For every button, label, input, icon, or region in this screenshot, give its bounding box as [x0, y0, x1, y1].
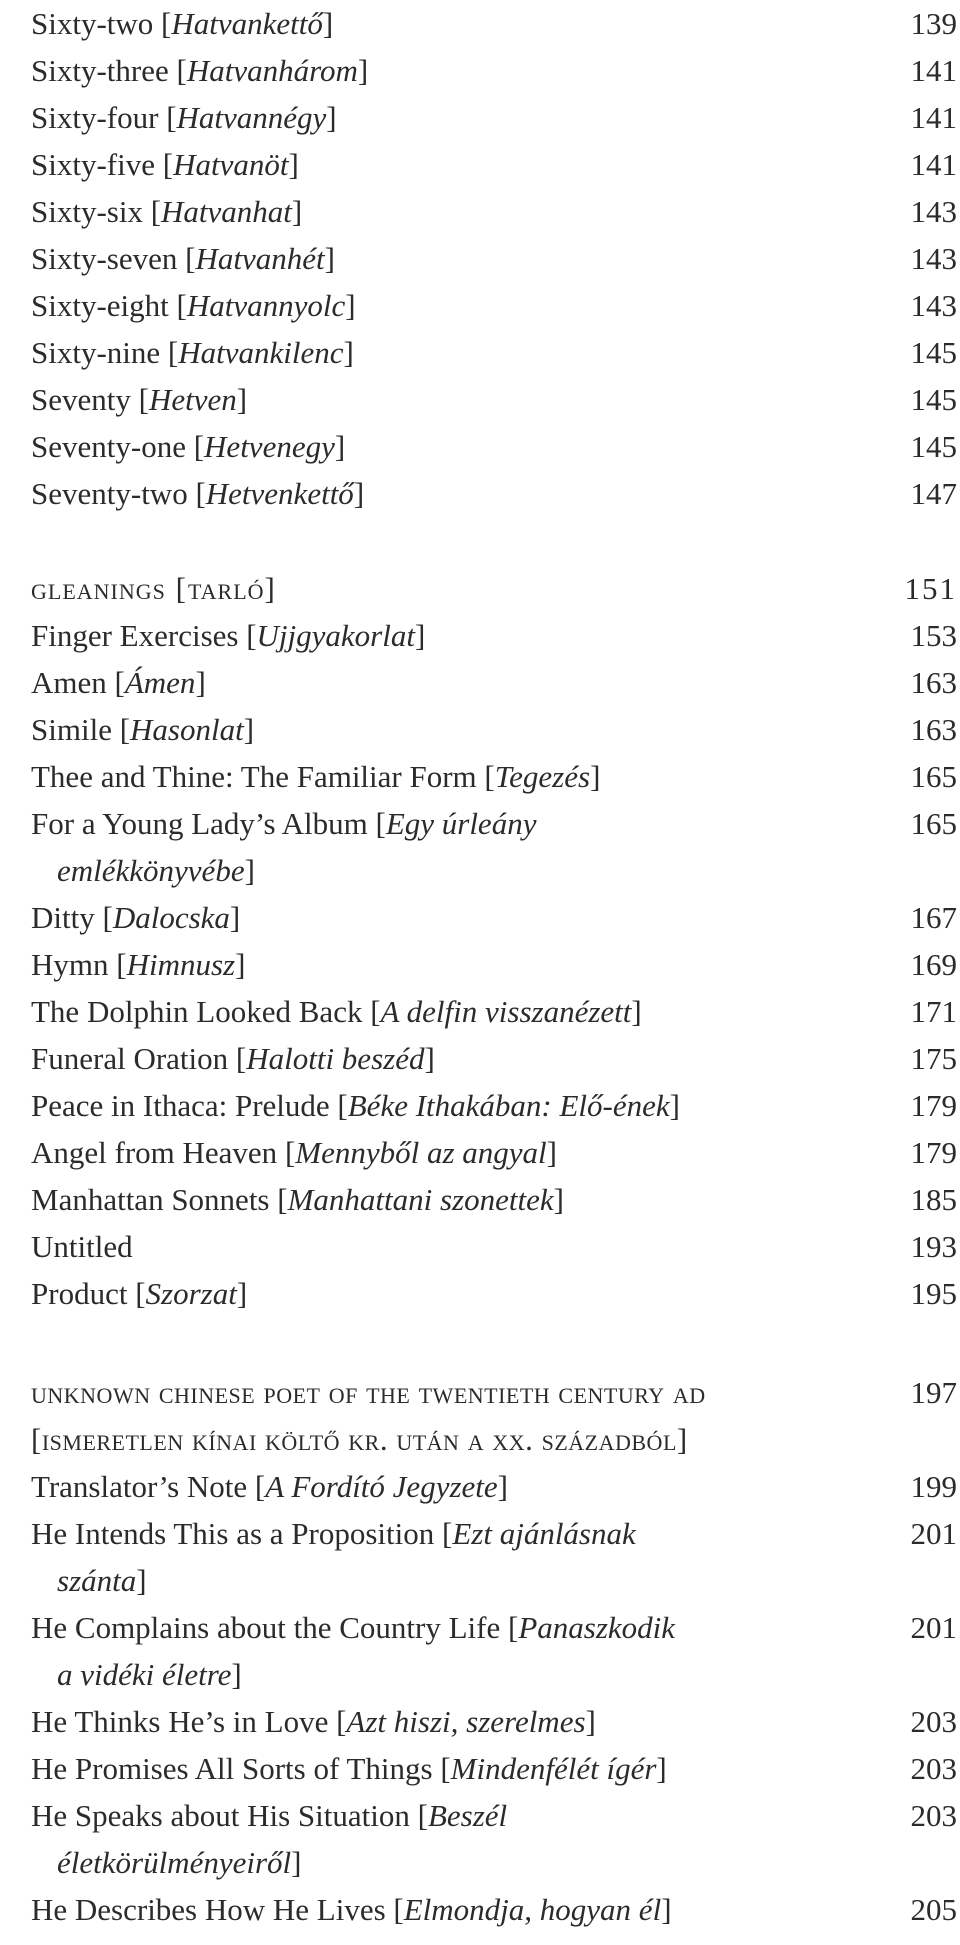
english-title: Sixty-seven	[31, 241, 178, 276]
hungarian-title: Ámen	[124, 665, 196, 700]
english-title: Sixty-two	[31, 6, 154, 41]
entry-title: Manhattan Sonnets [Manhattani szonettek]	[31, 1182, 564, 1217]
entry-title: For a Young Lady’s Album [Egy úrleány emlékkönyvébe]	[31, 800, 866, 894]
toc-entry	[31, 1035, 957, 1082]
page-number: 203	[910, 1704, 957, 1739]
toc-entry	[31, 753, 957, 800]
section-hungarian-title: tarló	[187, 571, 265, 606]
page-number: 153	[910, 618, 957, 653]
hungarian-title: Hatvanöt	[173, 147, 289, 182]
entry-title: Ditty [Dalocska]	[31, 900, 241, 935]
page-number: 199	[910, 1469, 957, 1504]
section-english-title: gleanings	[31, 571, 166, 606]
page-number: 201	[910, 1516, 957, 1551]
hungarian-title: Hetvenegy	[204, 429, 335, 464]
english-title: Sixty-three	[31, 53, 169, 88]
page-number: 163	[910, 712, 957, 747]
page-number: 143	[910, 194, 957, 229]
page-number: 171	[910, 994, 957, 1029]
entry-title: Peace in Ithaca: Prelude [Béke Ithakában: Elő-ének]	[31, 1088, 680, 1123]
entry-title: Thee and Thine: The Familiar Form [Tegezés]	[31, 759, 601, 794]
hungarian-title: Béke Ithakában: Elő-ének	[347, 1088, 670, 1123]
english-title: He Speaks about His Situation	[31, 1798, 410, 1833]
page-number: 203	[910, 1798, 957, 1833]
toc-entry	[31, 706, 957, 753]
entry-title: Seventy-one [Hetvenegy]	[31, 429, 346, 464]
section-title-continuation	[31, 1416, 871, 1463]
entry-title: He Speaks about His Situation [Beszél életkörülményeiről]	[31, 1792, 866, 1886]
page-number: 145	[910, 382, 957, 417]
hungarian-title: Beszél	[427, 1798, 508, 1833]
toc-entry	[31, 941, 957, 988]
english-title: Amen	[31, 665, 107, 700]
english-title: Peace in Ithaca: Prelude	[31, 1088, 330, 1123]
toc-entry	[31, 1886, 957, 1933]
toc-entry	[31, 1129, 957, 1176]
entry-title: Sixty-nine [Hatvankilenc]	[31, 335, 354, 370]
entry-title: Sixty-eight [Hatvannyolc]	[31, 288, 356, 323]
toc-entry	[31, 1270, 957, 1317]
english-title: He Thinks He’s in Love	[31, 1704, 329, 1739]
english-title: He Describes How He Lives	[31, 1892, 386, 1927]
english-title: Untitled	[31, 1229, 133, 1264]
english-title: Finger Exercises	[31, 618, 239, 653]
entry-title: He Describes How He Lives [Elmondja, hogyan él]	[31, 1892, 672, 1927]
english-title: Translator’s Note	[31, 1469, 248, 1504]
toc-entry	[31, 1745, 957, 1792]
hungarian-title: Ezt ajánlásnak	[452, 1516, 636, 1551]
hungarian-title: Hatvanhét	[195, 241, 325, 276]
english-title: The Dolphin Looked Back	[31, 994, 363, 1029]
toc-entry	[31, 0, 957, 47]
entry-title: Product [Szorzat]	[31, 1276, 248, 1311]
hungarian-title: Hatvannyolc	[186, 288, 346, 323]
entry-title-continuation: szánta]	[57, 1563, 147, 1598]
page-number: 193	[910, 1229, 957, 1264]
toc-entry	[31, 188, 957, 235]
page-number: 167	[910, 900, 957, 935]
section-hungarian-title: [ismeretlen kínai költő kr. után a xx. századból]	[31, 1422, 688, 1457]
english-title: He Promises All Sorts of Things	[31, 1751, 433, 1786]
page-number: 175	[910, 1041, 957, 1076]
english-title: Sixty-five	[31, 147, 155, 182]
section-english-title: unknown chinese poet of the twentieth century ad	[31, 1375, 706, 1410]
english-title: Sixty-eight	[31, 288, 169, 323]
entry-title: The Dolphin Looked Back [A delfin visszanézett]	[31, 994, 642, 1029]
entry-title: Sixty-six [Hatvanhat]	[31, 194, 303, 229]
hungarian-title: Tegezés	[494, 759, 591, 794]
hungarian-title: Hatvankettő	[171, 6, 323, 41]
hungarian-title: Mindenfélét ígér	[450, 1751, 657, 1786]
hungarian-title: Dalocska	[112, 900, 230, 935]
page-number: 141	[910, 53, 957, 88]
toc-entry	[31, 423, 957, 470]
entry-title: Seventy [Hetven]	[31, 382, 248, 417]
hungarian-title: Hatvannégy	[176, 100, 327, 135]
page-number: 165	[910, 806, 957, 841]
english-title: Sixty-six	[31, 194, 143, 229]
entry-title-continuation: életkörülményeiről]	[57, 1845, 302, 1880]
section-title: gleanings [tarló]	[31, 571, 277, 606]
toc-entry	[31, 894, 957, 941]
toc-entry	[31, 329, 957, 376]
page-number: 163	[910, 665, 957, 700]
hungarian-title: Hatvanhárom	[186, 53, 358, 88]
hungarian-title: Manhattani szonettek	[287, 1182, 554, 1217]
english-title: Thee and Thine: The Familiar Form	[31, 759, 477, 794]
english-title: For a Young Lady’s Album	[31, 806, 368, 841]
hungarian-title: Hatvanhat	[161, 194, 292, 229]
entry-title: He Thinks He’s in Love [Azt hiszi, szerelmes]	[31, 1704, 596, 1739]
english-title: He Complains about the Country Life	[31, 1610, 501, 1645]
english-title: He Intends This as a Proposition	[31, 1516, 435, 1551]
toc-entry	[31, 1510, 957, 1604]
hungarian-title: Panaszkodik	[518, 1610, 676, 1645]
page-number: 195	[910, 1276, 957, 1311]
hungarian-title: Hetven	[148, 382, 237, 417]
section-spacer	[31, 1317, 957, 1369]
table-of-contents	[31, 0, 957, 1933]
hungarian-title: Hatvankilenc	[178, 335, 344, 370]
hungarian-title-continued: szánta	[57, 1563, 137, 1598]
entry-title: Sixty-three [Hatvanhárom]	[31, 53, 369, 88]
english-title: Manhattan Sonnets	[31, 1182, 270, 1217]
page-number: 165	[910, 759, 957, 794]
english-title: Sixty-four	[31, 100, 159, 135]
toc-entry	[31, 1604, 957, 1698]
hungarian-title: Halotti beszéd	[246, 1041, 425, 1076]
toc-entry	[31, 235, 957, 282]
english-title: Ditty	[31, 900, 95, 935]
hungarian-title: Mennyből az angyal	[295, 1135, 547, 1170]
toc-entry	[31, 1698, 957, 1745]
section-title	[31, 1369, 871, 1463]
entry-title: Sixty-two [Hatvankettő]	[31, 6, 334, 41]
entry-title: He Promises All Sorts of Things [Mindenfélét ígér]	[31, 1751, 667, 1786]
page-number: 203	[910, 1751, 957, 1786]
page-number: 145	[910, 429, 957, 464]
entry-title: Translator’s Note [A Fordító Jegyzete]	[31, 1469, 508, 1504]
toc-entry	[31, 1463, 957, 1510]
section-heading	[31, 1369, 957, 1463]
page-number: 147	[910, 476, 957, 511]
page-number: 179	[910, 1088, 957, 1123]
english-title: Seventy-one	[31, 429, 186, 464]
hungarian-title-continued: a vidéki életre	[57, 1657, 232, 1692]
entry-title: Seventy-two [Hetvenkettő]	[31, 476, 365, 511]
toc-entry	[31, 659, 957, 706]
hungarian-title: A Fordító Jegyzete	[265, 1469, 498, 1504]
hungarian-title: Himnusz	[126, 947, 236, 982]
entry-title-continuation: emlékkönyvébe]	[57, 853, 255, 888]
entry-title-continuation: a vidéki életre]	[57, 1657, 242, 1692]
toc-entry	[31, 470, 957, 517]
page-number: 185	[910, 1182, 957, 1217]
toc-entry	[31, 282, 957, 329]
toc-entry	[31, 47, 957, 94]
section-spacer	[31, 517, 957, 565]
page-number: 151	[904, 571, 957, 606]
page-number: 139	[910, 6, 957, 41]
toc-entry	[31, 612, 957, 659]
english-title: Funeral Oration	[31, 1041, 229, 1076]
entry-title: He Intends This as a Proposition [Ezt ajánlásnak szánta]	[31, 1510, 866, 1604]
entry-title: Sixty-five [Hatvanöt]	[31, 147, 299, 182]
hungarian-title: Egy úrleány	[385, 806, 537, 841]
page-number: 143	[910, 241, 957, 276]
hungarian-title: Ujjgyakorlat	[256, 618, 415, 653]
entry-title: Sixty-seven [Hatvanhét]	[31, 241, 335, 276]
english-title: Seventy-two	[31, 476, 188, 511]
toc-entry	[31, 1792, 957, 1886]
page-number: 145	[910, 335, 957, 370]
page-number: 141	[910, 147, 957, 182]
english-title: Sixty-nine	[31, 335, 161, 370]
page-number: 143	[910, 288, 957, 323]
hungarian-title-continued: életkörülményeiről	[57, 1845, 292, 1880]
toc-entry	[31, 1176, 957, 1223]
entry-title: Hymn [Himnusz]	[31, 947, 246, 982]
toc-entry	[31, 141, 957, 188]
hungarian-title-continued: emlékkönyvébe	[57, 853, 245, 888]
entry-title: Finger Exercises [Ujjgyakorlat]	[31, 618, 426, 653]
toc-entry	[31, 988, 957, 1035]
toc-entry	[31, 800, 957, 894]
page-number: 169	[910, 947, 957, 982]
page-number: 179	[910, 1135, 957, 1170]
hungarian-title: Hasonlat	[130, 712, 244, 747]
page-number: 205	[910, 1892, 957, 1927]
entry-title: Funeral Oration [Halotti beszéd]	[31, 1041, 435, 1076]
toc-entry	[31, 1223, 957, 1270]
page-number: 197	[910, 1375, 957, 1410]
entry-title: Angel from Heaven [Mennyből az angyal]	[31, 1135, 557, 1170]
page-number: 141	[910, 100, 957, 135]
toc-entry	[31, 1082, 957, 1129]
section-heading	[31, 565, 957, 612]
entry-title: He Complains about the Country Life [Panaszkodik a vidéki életre]	[31, 1604, 866, 1698]
toc-entry	[31, 376, 957, 423]
entry-title: Amen [Ámen]	[31, 665, 206, 700]
english-title: Angel from Heaven	[31, 1135, 278, 1170]
hungarian-title: Elmondja, hogyan él	[403, 1892, 662, 1927]
hungarian-title: Hetvenkettő	[205, 476, 354, 511]
entry-title: Simile [Hasonlat]	[31, 712, 255, 747]
english-title: Product	[31, 1276, 128, 1311]
entry-title	[31, 1223, 871, 1270]
english-title: Hymn	[31, 947, 109, 982]
hungarian-title: A delfin visszanézett	[380, 994, 632, 1029]
entry-title: Sixty-four [Hatvannégy]	[31, 100, 337, 135]
english-title: Seventy	[31, 382, 131, 417]
english-title: Simile	[31, 712, 112, 747]
page-number: 201	[910, 1610, 957, 1645]
toc-entry	[31, 94, 957, 141]
hungarian-title: Azt hiszi, szerelmes	[346, 1704, 586, 1739]
hungarian-title: Szorzat	[145, 1276, 237, 1311]
